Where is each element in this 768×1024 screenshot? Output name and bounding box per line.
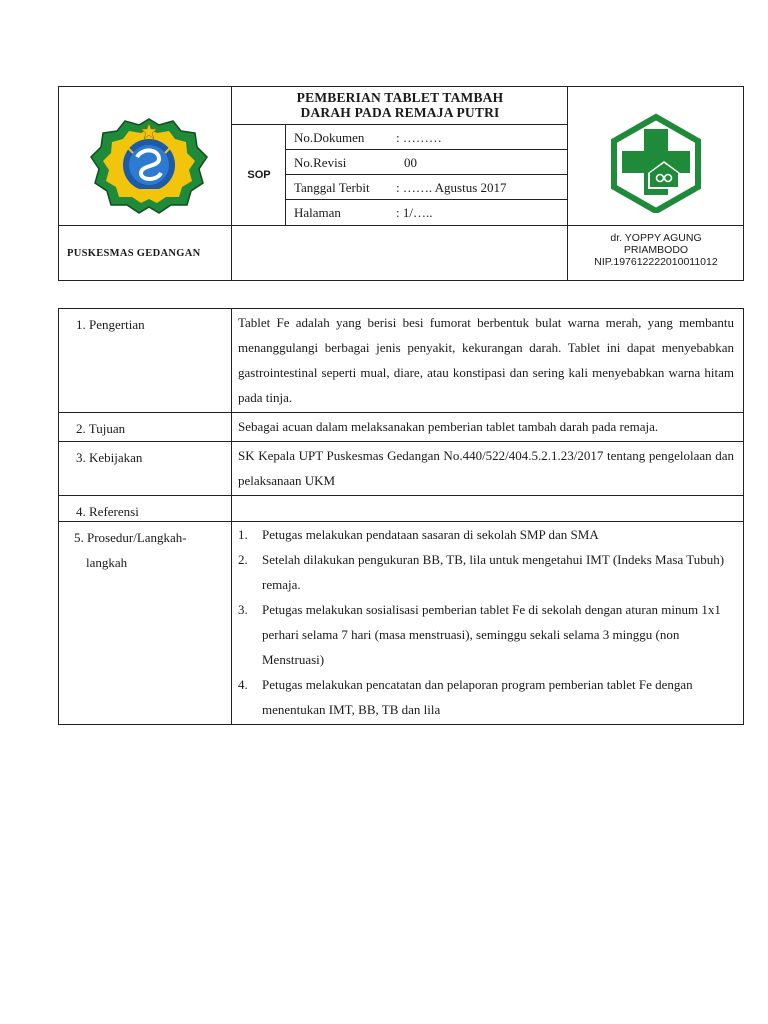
procedure-step bbox=[238, 522, 734, 547]
issue-date-value: : ……. Agustus 2017 bbox=[396, 179, 507, 195]
section-row-procedure bbox=[59, 521, 743, 724]
title-line-2: DARAH PADA REMAJA PUTRI bbox=[300, 105, 500, 120]
procedure-step bbox=[238, 672, 734, 722]
procedure-step bbox=[238, 597, 734, 672]
issue-date-label: Tanggal Terbit bbox=[294, 179, 370, 195]
sop-content-table bbox=[58, 308, 744, 725]
section-label-line-2: langkah bbox=[86, 555, 128, 570]
section-label: 2. Tujuan bbox=[76, 421, 126, 436]
section-content: SK Kepala UPT Puskesmas Gedangan No.440/522/404.5.2.1.23/2017 tentang pengelolaan dan pelaksanaan UKM bbox=[231, 442, 743, 495]
section-label bbox=[59, 522, 231, 575]
step-number: 1. bbox=[238, 527, 248, 542]
section-row-policy bbox=[59, 441, 743, 495]
doc-number-value: : ……… bbox=[396, 129, 442, 145]
title-line-1: PEMBERIAN TABLET TAMBAH bbox=[296, 90, 504, 105]
section-label: 4. Referensi bbox=[76, 504, 139, 519]
step-text: Petugas melakukan sosialisasi pemberian tablet Fe di sekolah dengan aturan minum 1x1 perhari selama 7 hari (masa menstruasi), seminggu sekali selama 3 minggu (non Menstruasi) bbox=[262, 602, 721, 667]
document-title bbox=[232, 87, 568, 128]
section-content: Tablet Fe adalah yang berisi besi fumorat berbentuk bulat warna merah, yang membantu menanggulangi berbagai jenis penyakit, kekurangan darah. Tablet ini dapat menyebabkan gastrointestinal seperti mual, diare, atau konstipasi dan sering kali menyebabkan warna hitam pada tinja. bbox=[231, 309, 743, 412]
signer-block bbox=[568, 225, 744, 281]
section-row-reference bbox=[59, 495, 743, 521]
sop-header-table bbox=[58, 86, 744, 281]
step-number: 2. bbox=[238, 552, 248, 567]
section-label: 1. Pengertian bbox=[76, 317, 145, 332]
procedure-steps bbox=[231, 522, 743, 724]
section-label: 3. Kebijakan bbox=[76, 450, 143, 465]
page-row bbox=[286, 200, 568, 225]
revision-value: 00 bbox=[404, 154, 417, 170]
signer-name-line-2: PRIAMBODO bbox=[623, 244, 689, 256]
sop-label: SOP bbox=[247, 169, 271, 181]
organization-name: PUSKESMAS GEDANGAN bbox=[67, 247, 201, 259]
step-number: 4. bbox=[238, 677, 248, 692]
revision-label: No.Revisi bbox=[294, 154, 347, 170]
page-label: Halaman bbox=[294, 204, 341, 220]
step-text: Petugas melakukan pendataan sasaran di sekolah SMP dan SMA bbox=[262, 527, 599, 542]
signer-name-line-1: dr. YOPPY AGUNG bbox=[610, 232, 702, 244]
puskesmas-logo bbox=[604, 113, 708, 213]
page-value: : 1/….. bbox=[396, 204, 433, 220]
step-number: 3. bbox=[238, 602, 248, 617]
kabupaten-emblem-logo bbox=[89, 115, 209, 215]
revision-row bbox=[286, 150, 568, 175]
section-content: Sebagai acuan dalam melaksanakan pemberian tablet tambah darah pada remaja. bbox=[231, 413, 743, 441]
signer-nip: NIP.197612222010011012 bbox=[594, 256, 718, 268]
section-content bbox=[231, 496, 743, 521]
section-label-line-1: 5. Prosedur/Langkah- bbox=[74, 530, 187, 545]
step-text: Petugas melakukan pencatatan dan pelaporan program pemberian tablet Fe dengan menentukan IMT, BB, TB dan lila bbox=[262, 677, 693, 717]
doc-number-row bbox=[286, 125, 568, 150]
procedure-step bbox=[238, 547, 734, 597]
step-text: Setelah dilakukan pengukuran BB, TB, lila untuk mengetahui IMT (Indeks Masa Tubuh) remaja. bbox=[262, 552, 725, 592]
section-row-definition bbox=[59, 309, 743, 412]
section-row-purpose bbox=[59, 412, 743, 441]
issue-date-row bbox=[286, 175, 568, 200]
doc-number-label: No.Dokumen bbox=[294, 129, 365, 145]
